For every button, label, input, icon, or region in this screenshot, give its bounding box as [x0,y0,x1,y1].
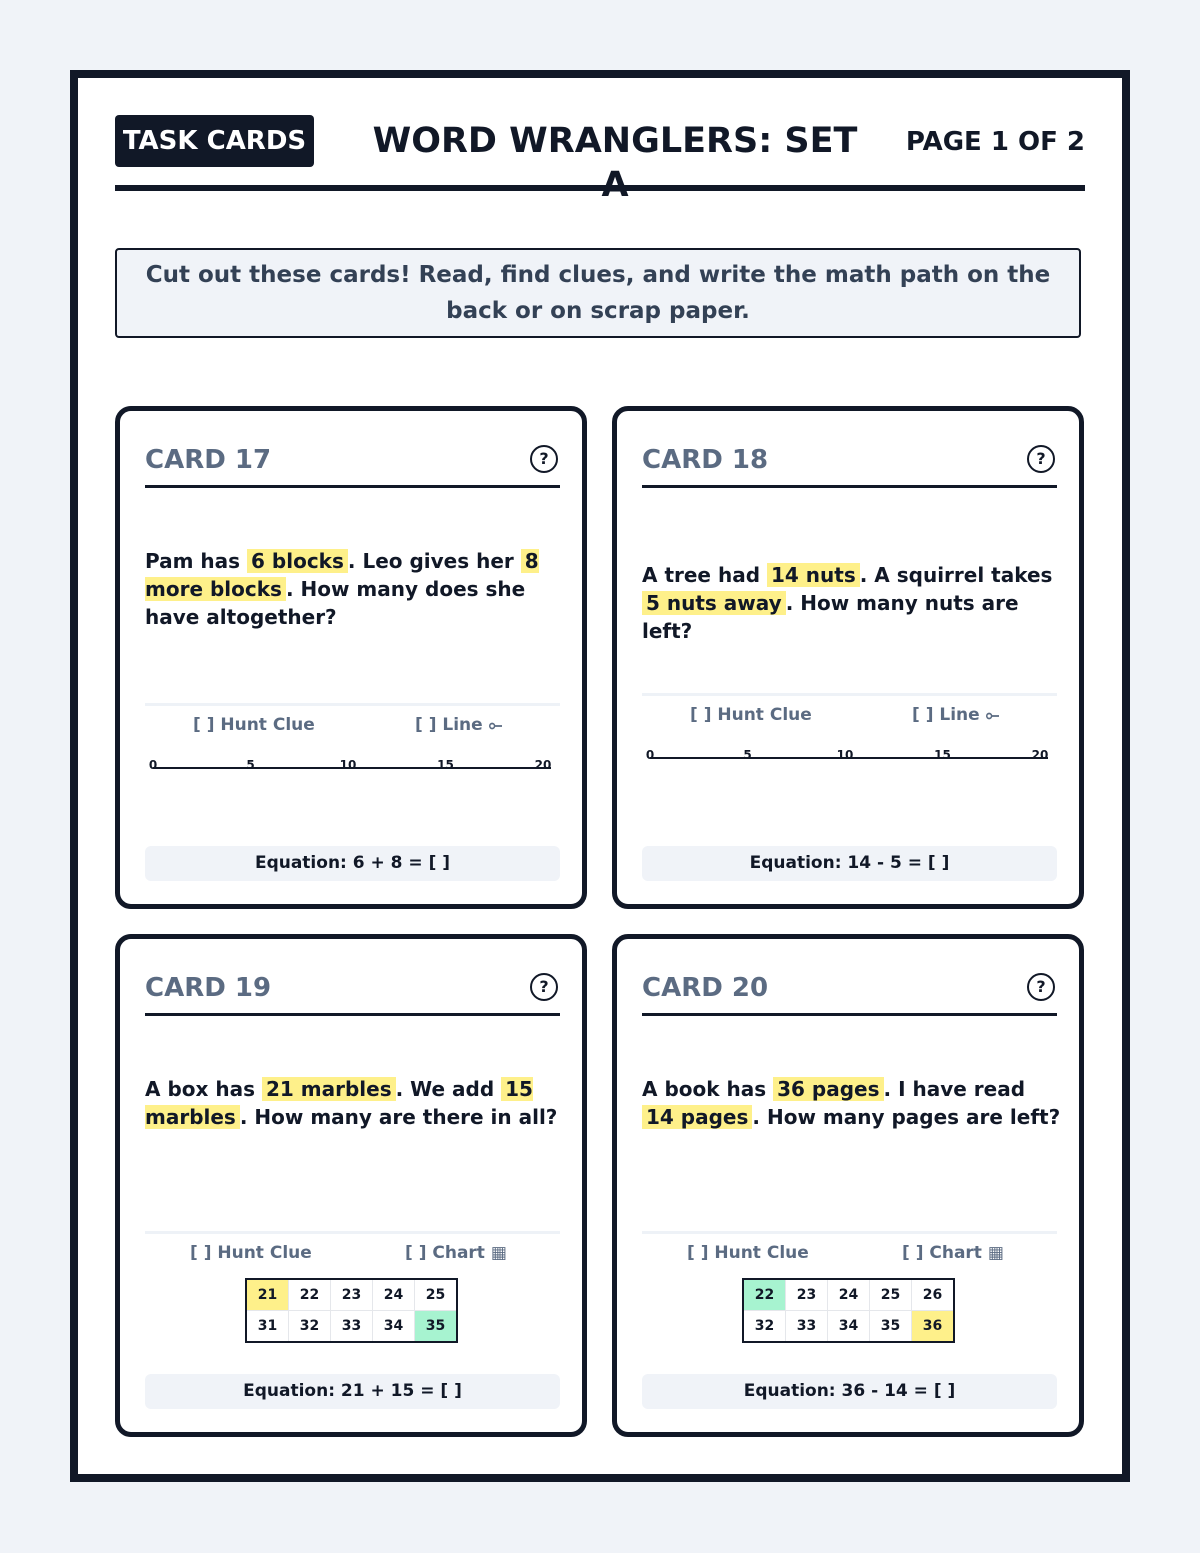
task-card-20 [612,934,1084,1437]
worksheet [70,70,1130,1482]
number-line [148,758,552,778]
highlighted-clue: 8 more blocks [145,549,539,601]
chart-cell[interactable]: 24 [373,1279,415,1311]
chart-checkbox[interactable]: [ ] Chart ▦ [405,1243,507,1263]
highlighted-clue: 6 blocks [247,549,348,573]
number-line-tick: 20 [1031,748,1049,762]
highlighted-clue: 5 nuts away [642,591,786,615]
highlighted-clue: 21 marbles [262,1077,396,1101]
tools-divider [145,703,560,711]
card-title: CARD 17 [145,445,272,475]
hunt-clue-checkbox[interactable]: [ ] Hunt Clue [190,1243,312,1263]
chart-cell[interactable]: 34 [373,1311,415,1343]
equation-box: Equation: 6 + 8 = [ ] [145,846,560,881]
number-line-tick: 20 [534,758,552,772]
chart-cell[interactable]: 23 [331,1279,373,1311]
card-title: CARD 19 [145,973,272,1003]
card-title: CARD 18 [642,445,769,475]
card-header [642,439,1057,488]
task-card-18 [612,406,1084,909]
chart-cell[interactable]: 32 [289,1311,331,1343]
highlighted-clue: 14 pages [642,1105,752,1129]
help-circle-icon[interactable]: ? [530,445,558,473]
help-circle-icon[interactable]: ? [530,973,558,1001]
equation-box: Equation: 21 + 15 = [ ] [145,1374,560,1409]
tools-divider [642,1231,1057,1239]
number-line-tick: 15 [934,748,951,762]
header [115,115,1085,205]
number-line [645,748,1049,768]
word-problem: A book has 36 pages . I have read 14 pages . How many pages are left? [642,1077,1061,1129]
task-cards-badge: TASK CARDS [115,115,314,167]
chart-cell[interactable]: 25 [870,1279,912,1311]
task-card-19 [115,934,587,1437]
page-number: PAGE 1 OF 2 [905,127,1085,157]
card-header [642,967,1057,1016]
hunt-clue-checkbox[interactable]: [ ] Hunt Clue [193,715,315,735]
chart-cell[interactable]: 35 [870,1311,912,1343]
page-title: WORD WRANGLERS: SET A [372,121,858,205]
chart-cell[interactable]: 21 [246,1279,289,1311]
chart-row [246,1279,457,1311]
number-line-tick: 5 [246,758,255,772]
tools-divider [145,1231,560,1239]
number-line-tick: 10 [836,748,854,762]
number-line-tick: 0 [645,748,655,762]
chart-row [246,1311,457,1343]
chart-cell[interactable]: 23 [786,1279,828,1311]
chart-cell[interactable]: 34 [828,1311,870,1343]
help-circle-icon[interactable]: ? [1027,445,1055,473]
equation-box: Equation: 14 - 5 = [ ] [642,846,1057,881]
instructions-box: Cut out these cards! Read, find clues, and write the math path on the back or on scrap paper. [115,248,1081,338]
hundreds-chart [245,1278,458,1343]
card-header [145,967,560,1016]
line-checkbox[interactable]: [ ] Line ⟜ [912,705,1000,725]
number-line-tick: 5 [743,748,752,762]
chart-cell[interactable]: 33 [786,1311,828,1343]
chart-cell[interactable]: 31 [246,1311,289,1343]
chart-cell[interactable]: 25 [415,1279,458,1311]
equation-box: Equation: 36 - 14 = [ ] [642,1374,1057,1409]
word-problem: A box has 21 marbles . We add 15 marbles . How many are there in all? [145,1077,558,1129]
chart-row [743,1279,954,1311]
hundreds-chart [742,1278,955,1343]
hunt-clue-checkbox[interactable]: [ ] Hunt Clue [687,1243,809,1263]
line-checkbox[interactable]: [ ] Line ⟜ [415,715,503,735]
task-card-17 [115,406,587,909]
chart-cell[interactable]: 22 [743,1279,786,1311]
number-line-tick: 0 [148,758,158,772]
hunt-clue-checkbox[interactable]: [ ] Hunt Clue [690,705,812,725]
chart-cell[interactable]: 36 [912,1311,955,1343]
word-problem: Pam has 6 blocks . Leo gives her 8 more blocks . How many does she have altogether? [145,549,539,629]
chart-cell[interactable]: 35 [415,1311,458,1343]
chart-cell[interactable]: 24 [828,1279,870,1311]
number-line-tick: 10 [339,758,357,772]
highlighted-clue: 15 marbles [145,1077,533,1129]
card-header [145,439,560,488]
tools-divider [642,693,1057,701]
chart-cell[interactable]: 32 [743,1311,786,1343]
chart-cell[interactable]: 26 [912,1279,955,1311]
highlighted-clue: 36 pages [773,1077,883,1101]
chart-checkbox[interactable]: [ ] Chart ▦ [902,1243,1004,1263]
chart-row [743,1311,954,1343]
highlighted-clue: 14 nuts [767,563,860,587]
number-line-tick: 15 [437,758,454,772]
card-title: CARD 20 [642,973,769,1003]
help-circle-icon[interactable]: ? [1027,973,1055,1001]
word-problem: A tree had 14 nuts . A squirrel takes 5 nuts away . How many nuts are left? [642,563,1053,643]
chart-cell[interactable]: 22 [289,1279,331,1311]
chart-cell[interactable]: 33 [331,1311,373,1343]
